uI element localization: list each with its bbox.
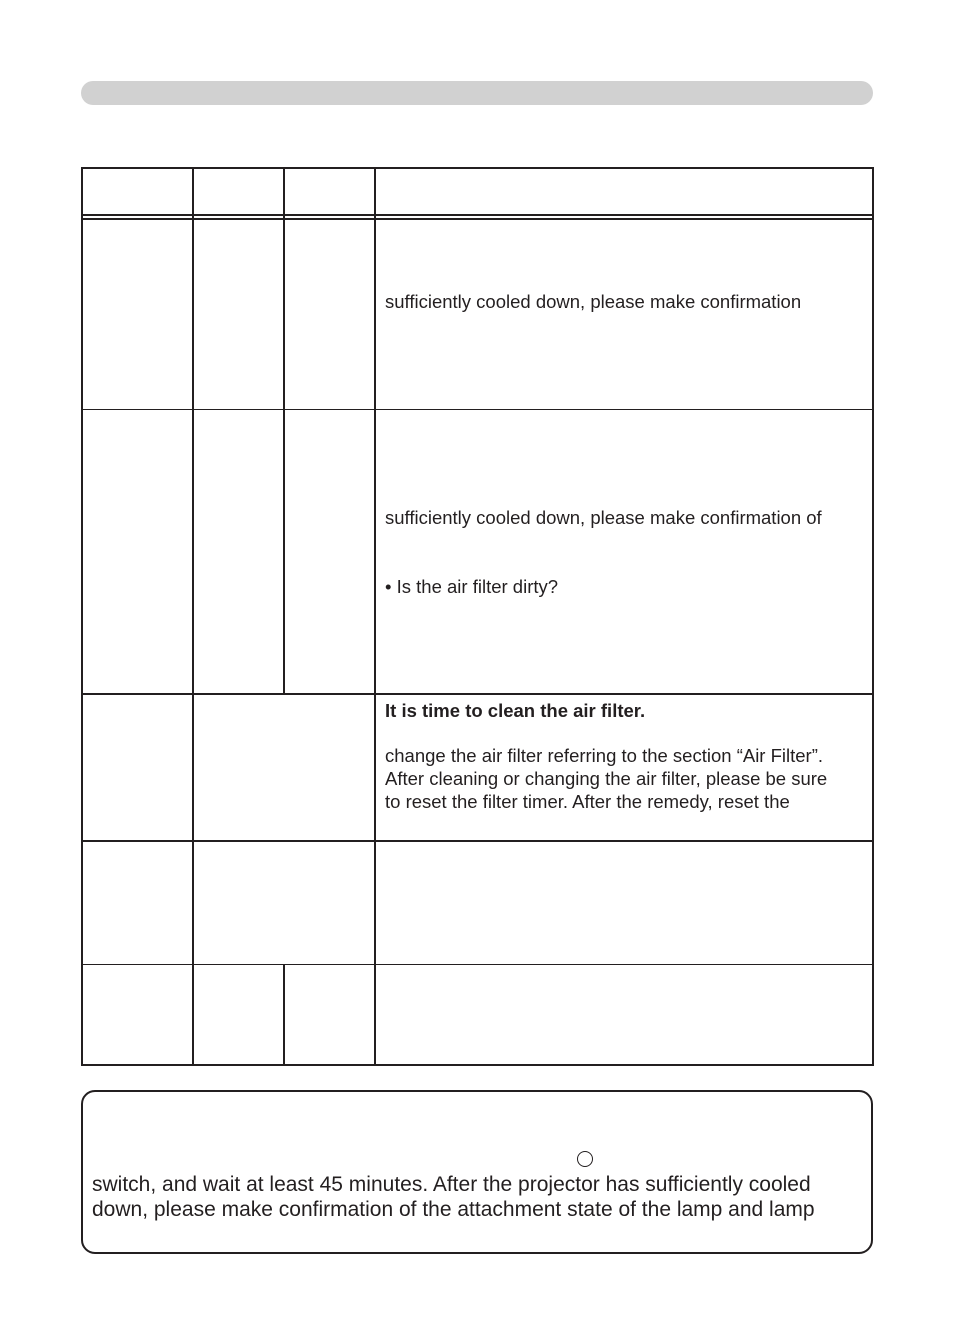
remedy-heading: It is time to clean the air filter.: [385, 700, 646, 721]
column-divider: [283, 964, 285, 1065]
remedy-text: to reset the filter timer. After the remedy, reset the: [385, 791, 790, 812]
remedy-text: sufficiently cooled down, please make confirmation of: [385, 507, 822, 528]
remedy-text: change the air filter referring to the section “Air Filter”.: [385, 745, 824, 766]
row-divider: [81, 964, 874, 965]
row-divider: [81, 693, 874, 695]
table-top-border: [81, 167, 874, 169]
column-divider: [374, 167, 376, 1066]
row-divider: [81, 409, 874, 410]
table-bottom-border: [81, 1064, 874, 1066]
remedy-text: After cleaning or changing the air filter, please be sure: [385, 768, 828, 789]
remedy-bullet: • Is the air filter dirty?: [385, 576, 559, 597]
table-left-border: [81, 167, 83, 1066]
circle-symbol-icon: [577, 1151, 593, 1167]
header-divider-2: [81, 218, 874, 220]
note-text: switch, and wait at least 45 minutes. After the projector has sufficiently cooled: [92, 1173, 811, 1196]
note-text: down, please make confirmation of the attachment state of the lamp and lamp: [92, 1198, 815, 1221]
section-header-bar: [81, 81, 873, 105]
row-divider: [81, 840, 874, 842]
remedy-text: sufficiently cooled down, please make confirmation: [385, 291, 802, 312]
column-divider: [283, 167, 285, 694]
header-divider-1: [81, 214, 874, 216]
table-right-border: [872, 167, 874, 1066]
column-divider: [192, 167, 194, 1066]
